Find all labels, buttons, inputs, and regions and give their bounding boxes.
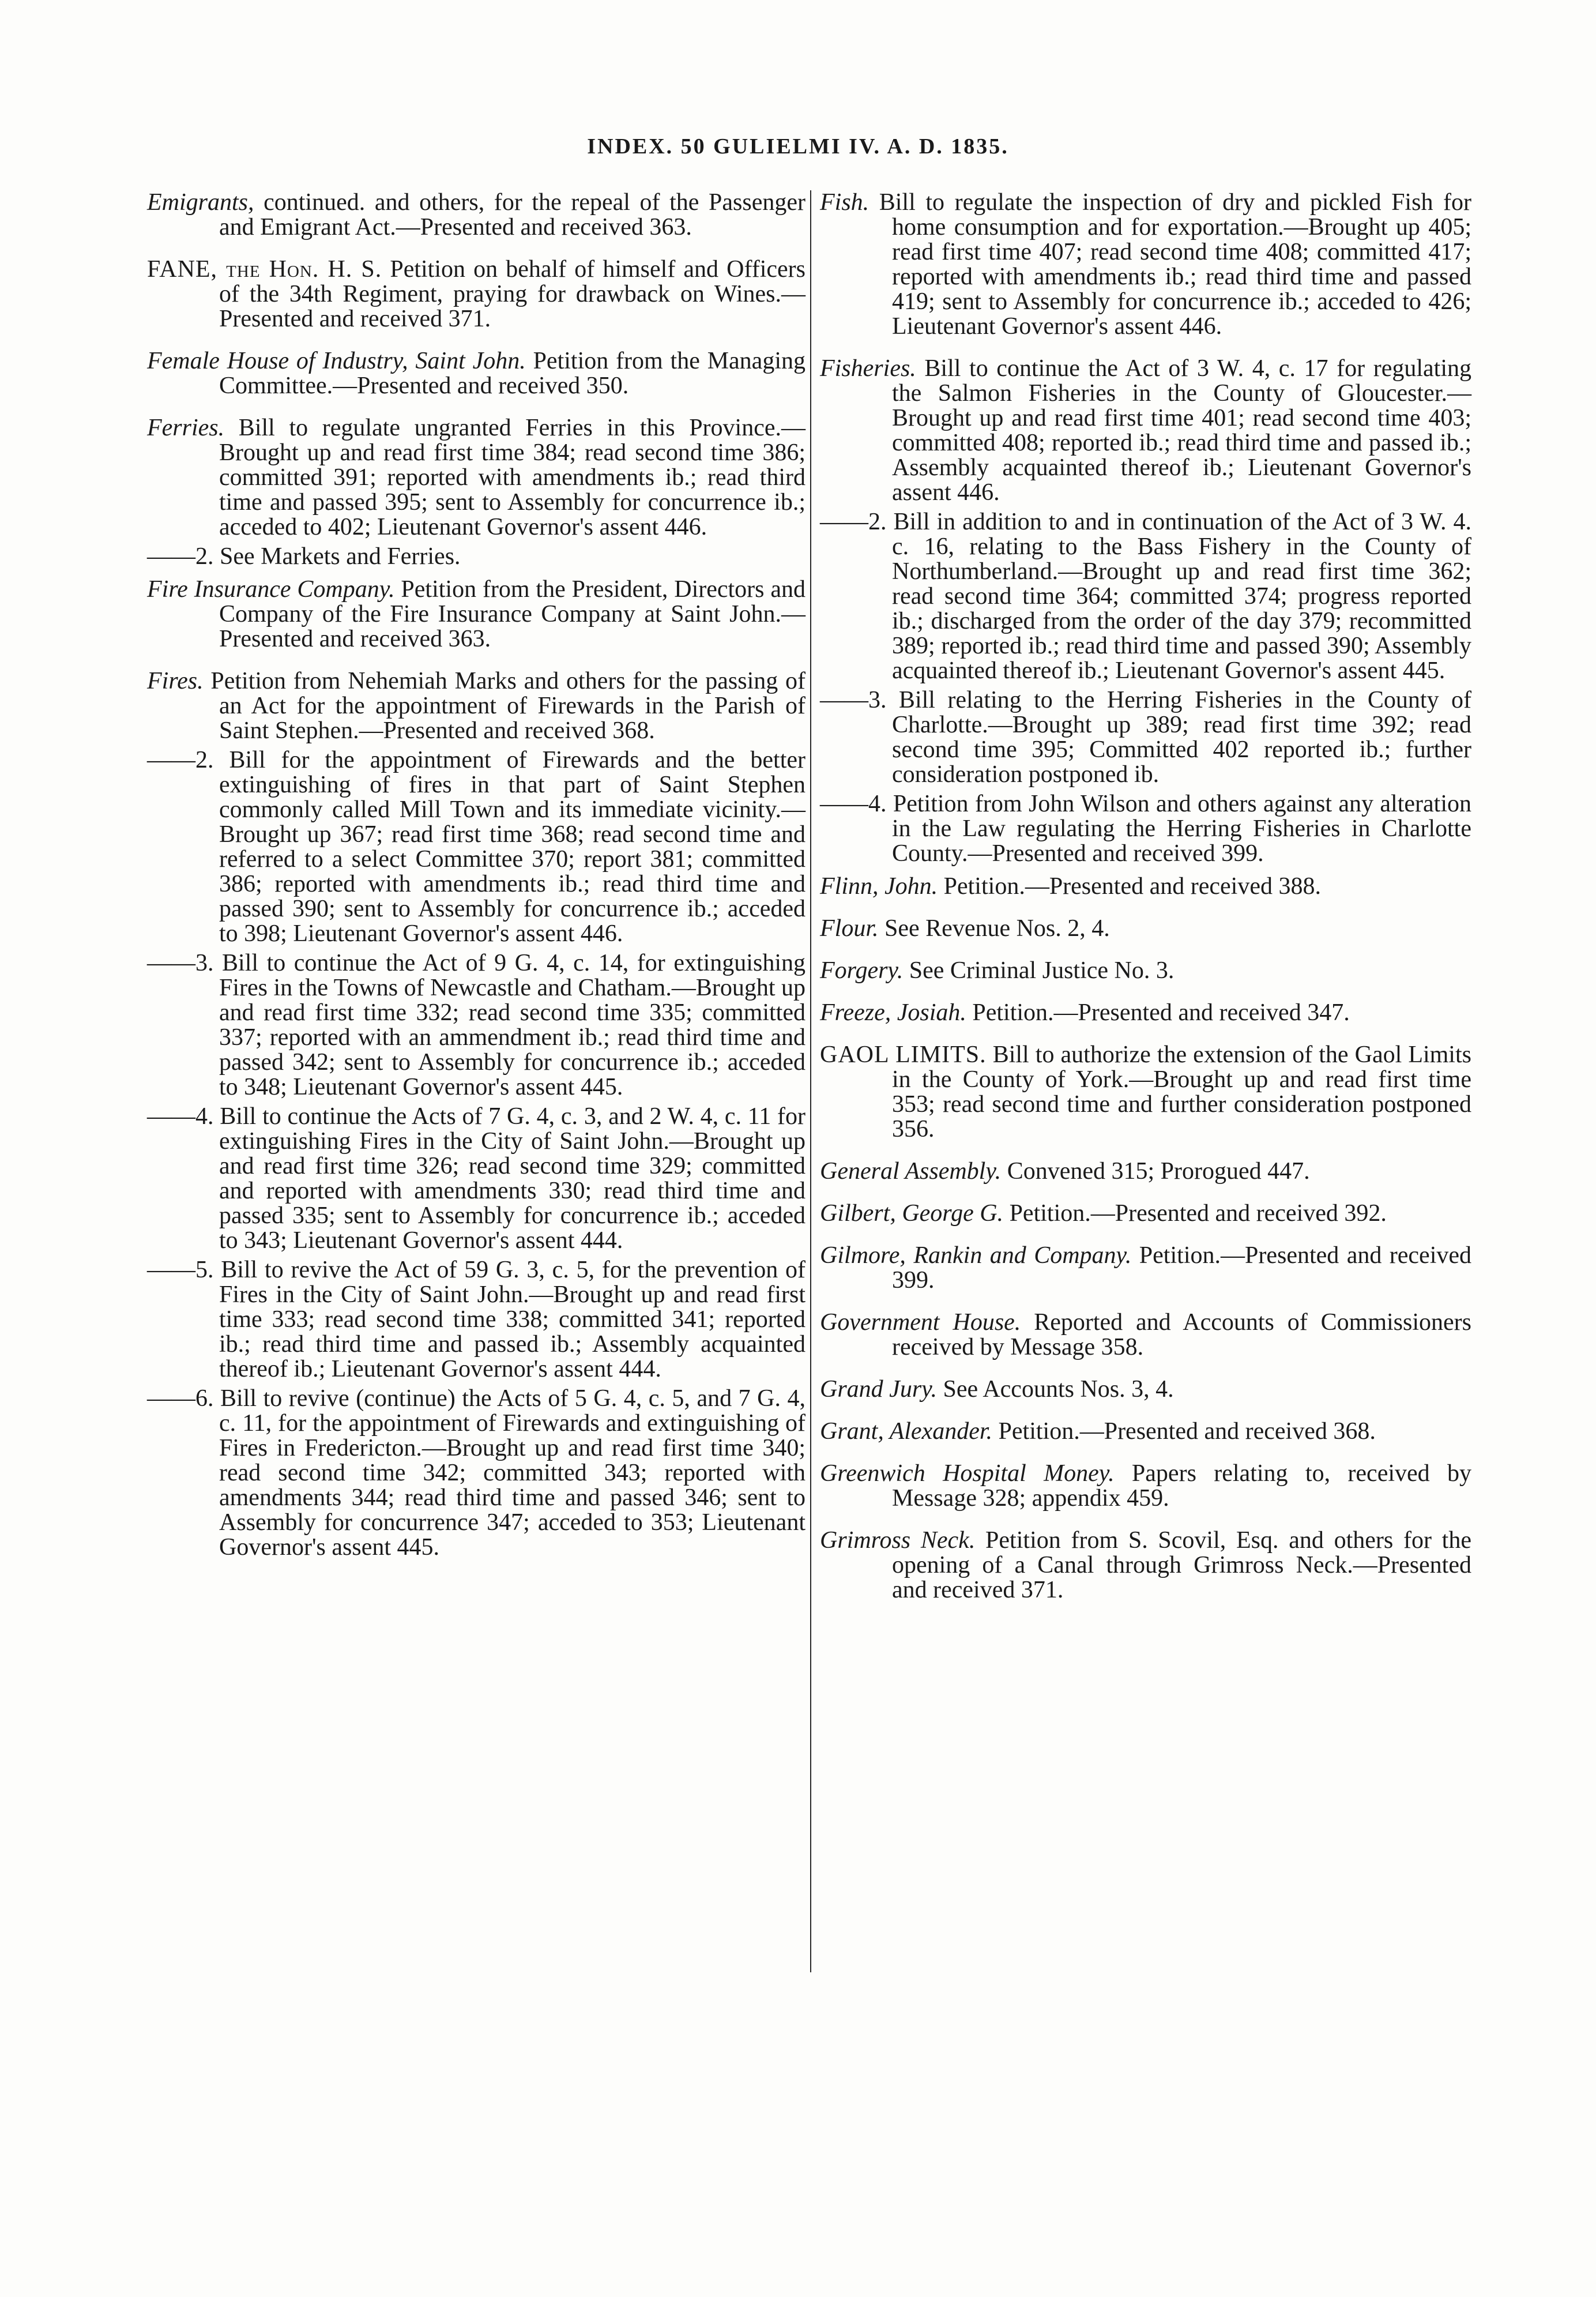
entry-heading: ——3. [820, 687, 887, 713]
index-entry [820, 1159, 1471, 1184]
entry-text: Bill to authorize the extension of the Gaol Limits in the County of York.—Brought up and read first time 353; read second time and further consideration postponed 356. [892, 1042, 1471, 1142]
entry-text: Bill to continue the Acts of 7 G. 4, c. 3, and 2 W. 4, c. 11 for extinguishing Fires in the City of Saint John.—Brought up and read first time 326; read second time 329; committed and reported with amendments 330; read third time and passed 335; sent to Assembly for concurrence ib.; acceded to 343; Lieutenant Governor's assent 444. [213, 1103, 805, 1254]
entry-heading: ——2. [147, 747, 214, 773]
entry-text: Bill in addition to and in continuation of the Act of 3 W. 4. c. 16, relating to the Bass Fishery in the County of Northumberland.—Brought up and read first time 362; read second time 364; committed 374; progress reported ib.; discharged from the order of the day 379; recommitted 389; reported ib.; read third time and passed 390; Assembly acquainted thereof ib.; Lieutenant Governor's assent 445. [886, 509, 1471, 684]
entry-heading: ——2. [147, 543, 214, 570]
entry-text: continued. and others, for the repeal of the Passenger and Emigrant Act.—Presented and received 363. [219, 189, 805, 240]
entry-heading: Fires. [147, 668, 204, 694]
entry-text: Bill to regulate ungranted Ferries in this Province.—Brought up and read first time 384; read second time 386; committed 391; reported with amendments ib.; read third time and passed 395; sent to Assembly for concurrence ib.; acceded to 402; Lieutenant Governor's assent 446. [219, 415, 805, 540]
entry-heading: Gilbert, George G. [820, 1200, 1004, 1227]
index-entry [147, 257, 805, 332]
entry-heading: ——6. [147, 1385, 214, 1412]
index-entry [820, 1201, 1471, 1226]
index-entry [147, 349, 805, 399]
index-entry [820, 874, 1471, 899]
left-column [147, 190, 805, 1568]
index-entry [147, 577, 805, 652]
entry-text: See Revenue Nos. 2, 4. [878, 915, 1110, 942]
entry-text: Petition from the Managing Committee.—Presented and received 350. [219, 348, 805, 399]
index-entry [820, 1419, 1471, 1444]
index-entry [820, 688, 1471, 787]
index-entry [820, 1243, 1471, 1293]
index-entry [820, 510, 1471, 683]
entry-heading: Fire Insurance Company. [147, 576, 395, 603]
entry-heading: FANE, the Hon. H. S. [147, 256, 382, 283]
entry-text: Bill to continue the Act of 9 G. 4, c. 14, for extinguishing Fires in the Towns of Newcastle and Chatham.—Brought up and read first time 332; read second time 335; committed 337; reported with an ammendment ib.; read third time and passed 342; sent to Assembly for concurrence ib.; acceded to 348; Lieutenant Governor's assent 445. [213, 950, 805, 1100]
index-entry [147, 544, 805, 569]
entry-text: Reported and Accounts of Commissioners received by Message 358. [892, 1309, 1471, 1360]
entry-text: Petition.—Presented and received 399. [892, 1242, 1472, 1294]
entry-heading: Flinn, John. [820, 873, 938, 900]
entry-heading: Freeze, Josiah. [820, 999, 966, 1026]
entry-text: Bill to revive the Act of 59 G. 3, c. 5, for the prevention of Fires in the City of Saint John.—Brought up and read first time 333; read second time 338; committed 341; reported ib.; read third time and passed ib.; Assembly acquainted thereof ib.; Lieutenant Governor's assent 444. [213, 1257, 805, 1382]
index-entry [147, 1386, 805, 1560]
index-entry [820, 1528, 1471, 1603]
entry-text: See Markets and Ferries. [213, 543, 461, 570]
index-entry [820, 916, 1471, 941]
index-entry [820, 356, 1471, 505]
entry-text: Papers relating to, received by Message 328; appendix 459. [892, 1460, 1472, 1512]
entry-text: Petition from John Wilson and others against any alteration in the Law regulating the Herring Fisheries in Charlotte County.—Presented and received 399. [886, 791, 1471, 867]
entry-text: Petition.—Presented and received 368. [992, 1418, 1376, 1445]
entry-heading: General Assembly. [820, 1158, 1002, 1185]
entry-heading: ——4. [820, 791, 887, 817]
index-entry [820, 1377, 1471, 1402]
index-entry [820, 1043, 1471, 1142]
index-entry [147, 416, 805, 540]
index-entry [820, 958, 1471, 983]
entry-text: Petition.—Presented and received 392. [1003, 1200, 1387, 1227]
index-entry [147, 190, 805, 240]
entry-text: Bill to regulate the inspection of dry and pickled Fish for home consumption and for exportation.—Brought up 405; read first time 407; read second time 408; committed 417; reported with amendments ib.; read third time and passed 419; sent to Assembly for concurrence ib.; acceded to 426; Lieutenant Governor's assent 446. [869, 189, 1471, 340]
entry-heading: Female House of Industry, Saint John. [147, 348, 526, 374]
entry-text: Petition on behalf of himself and Officers of the 34th Regiment, praying for drawback on Wines.—Presented and received 371. [219, 256, 805, 332]
index-entry [147, 951, 805, 1100]
entry-heading: Grand Jury. [820, 1376, 937, 1403]
index-entry [147, 1104, 805, 1253]
column-divider [810, 190, 811, 1972]
entry-heading: ——3. [147, 950, 214, 976]
entry-heading: Gilmore, Rankin and Company. [820, 1242, 1132, 1269]
index-entry [820, 792, 1471, 866]
entry-heading: ——4. [147, 1103, 214, 1130]
entry-text: Petition from the President, Directors and Company of the Fire Insurance Company at Saint John.—Presented and received 363. [219, 576, 805, 652]
entry-text: Bill to revive (continue) the Acts of 5 G. 4, c. 5, and 7 G. 4, c. 11, for the appointment of Firewards and extinguishing of Fires in Fredericton.—Brought up and read first time 340; read second time 342; committed 343; reported with amendments 344; read third time and passed 346; sent to Assembly for concurrence 347; acceded to 353; Lieutenant Governor's assent 445. [213, 1385, 805, 1561]
entry-heading: Grimross Neck. [820, 1527, 976, 1554]
entry-text: Bill relating to the Herring Fisheries in the County of Charlotte.—Brought up 389; read first time 392; read second time 395; Committed 402 reported ib.; further consideration postponed ib. [886, 687, 1471, 788]
index-entry [820, 190, 1471, 339]
entry-text: See Accounts Nos. 3, 4. [937, 1376, 1174, 1403]
entry-heading: Flour. [820, 915, 879, 942]
entry-heading: Government House. [820, 1309, 1021, 1336]
entry-heading: ——2. [820, 509, 887, 535]
entry-text: Convened 315; Prorogued 447. [1001, 1158, 1310, 1185]
index-entry [820, 1310, 1471, 1360]
entry-text: Petition from S. Scovil, Esq. and others for the opening of a Canal through Grimross Neck.—Presented and received 371. [892, 1527, 1471, 1603]
index-entry [820, 1461, 1471, 1511]
index-entry [147, 669, 805, 743]
entry-heading: GAOL LIMITS. [820, 1042, 987, 1068]
entry-text: Petition.—Presented and received 388. [938, 873, 1321, 900]
right-column [820, 190, 1471, 1620]
index-entry [147, 1258, 805, 1382]
entry-text: Petition.—Presented and received 347. [966, 999, 1350, 1026]
index-entry [820, 1001, 1471, 1025]
entry-text: Bill to continue the Act of 3 W. 4, c. 17 for regulating the Salmon Fisheries in the County of Gloucester.—Brought up and read first time 401; read second time 403; committed 408; reported ib.; read third time and passed ib.; Assembly acquainted thereof ib.; Lieutenant Governor's assent 446. [892, 355, 1471, 506]
entry-heading: Fish. [820, 189, 869, 216]
entry-heading: Grant, Alexander. [820, 1418, 993, 1445]
entry-heading: Fisheries. [820, 355, 916, 382]
entry-text: See Criminal Justice No. 3. [903, 957, 1175, 984]
entry-text: Bill for the appointment of Firewards and the better extinguishing of fires in that part of Saint Stephen commonly called Mill Town and its immediate vicinity.—Brought up 367; read first time 368; read second time and referred to a select Committee 370; report 381; committed 386; reported with amendments ib.; read third time and passed 390; sent to Assembly for concurrence ib.; acceded to 398; Lieutenant Governor's assent 446. [213, 747, 805, 947]
entry-text: Petition from Nehemiah Marks and others for the passing of an Act for the appointment of Firewards in the Parish of Saint Stephen.—Presented and received 368. [203, 668, 805, 744]
entry-heading: Emigrants, [147, 189, 254, 216]
entry-heading: Ferries. [147, 415, 225, 441]
index-entry [147, 748, 805, 946]
entry-heading: Greenwich Hospital Money. [820, 1460, 1115, 1487]
entry-heading: ——5. [147, 1257, 214, 1283]
page-header: INDEX. 50 GULIELMI IV. A. D. 1835. [587, 134, 1009, 159]
entry-heading: Forgery. [820, 957, 904, 984]
